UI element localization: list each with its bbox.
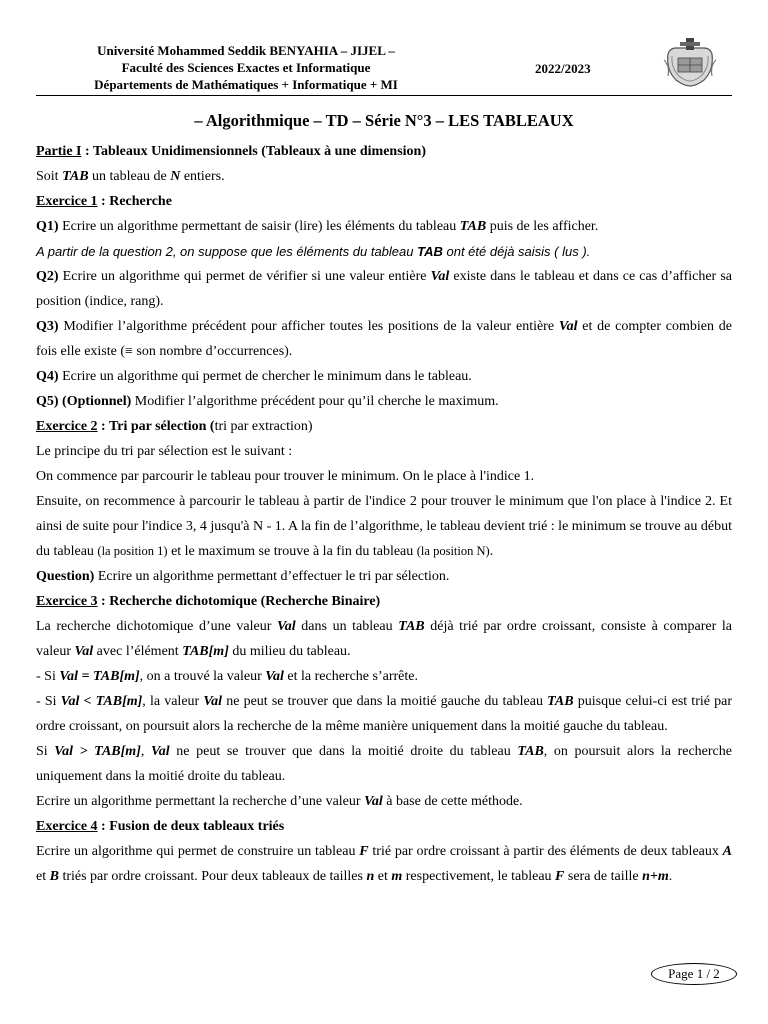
ex1-heading: Exercice 1 : Recherche — [36, 194, 172, 209]
ex3-p3: - Si Val < TAB[m], la valeur Val ne peut se trouver que dans la moitié gauche du tableau TAB puisque celui-ci est trié par ordre croissant, on poursuit alors la recherche de la même manière uniquement dans la moitié gauche du tableau. — [36, 694, 732, 734]
faculty-name: Faculté des Sciences Exactes et Informatique — [121, 60, 371, 75]
ex3-p1: La recherche dichotomique d’une valeur Val dans un tableau TAB déjà trié par ordre croissant, consiste à comparer la valeur Val avec l’élément TAB[m] du milieu du tableau. — [36, 619, 732, 659]
ex1-q3: Q3) Modifier l’algorithme précédent pour afficher toutes les positions de la valeur entière Val et de compter combien de fois elle existe (≡ son nombre d’occurrences). — [36, 319, 732, 359]
ex2-question: Question) Ecrire un algorithme permettant d’effectuer le tri par sélection. — [36, 569, 450, 584]
ex4-p: Ecrire un algorithme qui permet de construire un tableau F trié par ordre croissant à partir des éléments de deux tableaux A et B triés par ordre croissant. Pour deux tableaux de tailles n et m respectivement, le tableau F sera de taille n+m. — [36, 844, 733, 884]
exercise-content — [36, 139, 732, 889]
page-title: – Algorithmique – TD – Série N°3 – LES TABLEAUX — [194, 111, 574, 130]
ex3-p4: Si Val > TAB[m], Val ne peut se trouver que dans la moitié droite du tableau TAB, on poursuit alors la recherche uniquement dans la moitié droite du tableau. — [36, 744, 732, 784]
ex2-p3: Ensuite, on recommence à parcourir le tableau à partir de l'indice 2 pour trouver le minimum que l'on place à l'indice 2. Et ainsi de suite pour l'indice 3, 4 jusqu'à N - 1. A la fin de l’algorithme, le tableau devient trié : le minimum se trouve au début du tableau (la position 1) et le maximum se trouve à la fin du tableau (la position N). — [36, 494, 732, 559]
ex1-q4: Q4) Ecrire un algorithme qui permet de chercher le minimum dans le tableau. — [36, 369, 472, 384]
ex2-p1: Le principe du tri par sélection est le suivant : — [36, 444, 293, 459]
ex3-p5: Ecrire un algorithme permettant la recherche d’une valeur Val à base de cette méthode. — [36, 794, 523, 809]
partie1-heading: Partie I : Tableaux Unidimensionnels (Tableaux à une dimension) — [36, 144, 427, 159]
ex3-heading: Exercice 3 : Recherche dichotomique (Recherche Binaire) — [36, 594, 381, 609]
university-name: Université Mohammed Seddik BENYAHIA – JIJEL – — [97, 43, 395, 58]
ex2-heading: Exercice 2 : Tri par sélection (tri par extraction) — [36, 419, 313, 434]
ex1-q2: Q2) Ecrire un algorithme qui permet de vérifier si une valeur entière Val existe dans le tableau et dans ce cas d’afficher sa position (indice, rang). — [36, 269, 733, 309]
ex2-p2: On commence par parcourir le tableau pour trouver le minimum. On le place à l'indice 1. — [36, 469, 535, 484]
institution-header — [36, 42, 456, 93]
departments-name: Départements de Mathématiques + Informatique + MI — [94, 77, 398, 92]
ex4-heading: Exercice 4 : Fusion de deux tableaux triés — [36, 819, 285, 834]
academic-year: 2022/2023 — [535, 61, 591, 76]
ex1-q1: Q1) Ecrire un algorithme permettant de saisir (lire) les éléments du tableau TAB puis de les afficher. — [36, 219, 599, 234]
university-seal-icon — [662, 36, 718, 88]
ex3-p2: - Si Val = TAB[m], on a trouvé la valeur Val et la recherche s’arrête. — [36, 669, 418, 684]
page-number-badge: Page 1 / 2 — [651, 963, 737, 985]
partie1-intro: Soit TAB un tableau de N entiers. — [36, 169, 225, 184]
ex1-note: A partir de la question 2, on suppose que les éléments du tableau TAB ont été déjà saisis ( lus ). — [36, 244, 591, 259]
header-divider — [36, 95, 732, 96]
ex1-q5: Q5) (Optionnel) Modifier l’algorithme précédent pour qu’il cherche le maximum. — [36, 394, 499, 409]
